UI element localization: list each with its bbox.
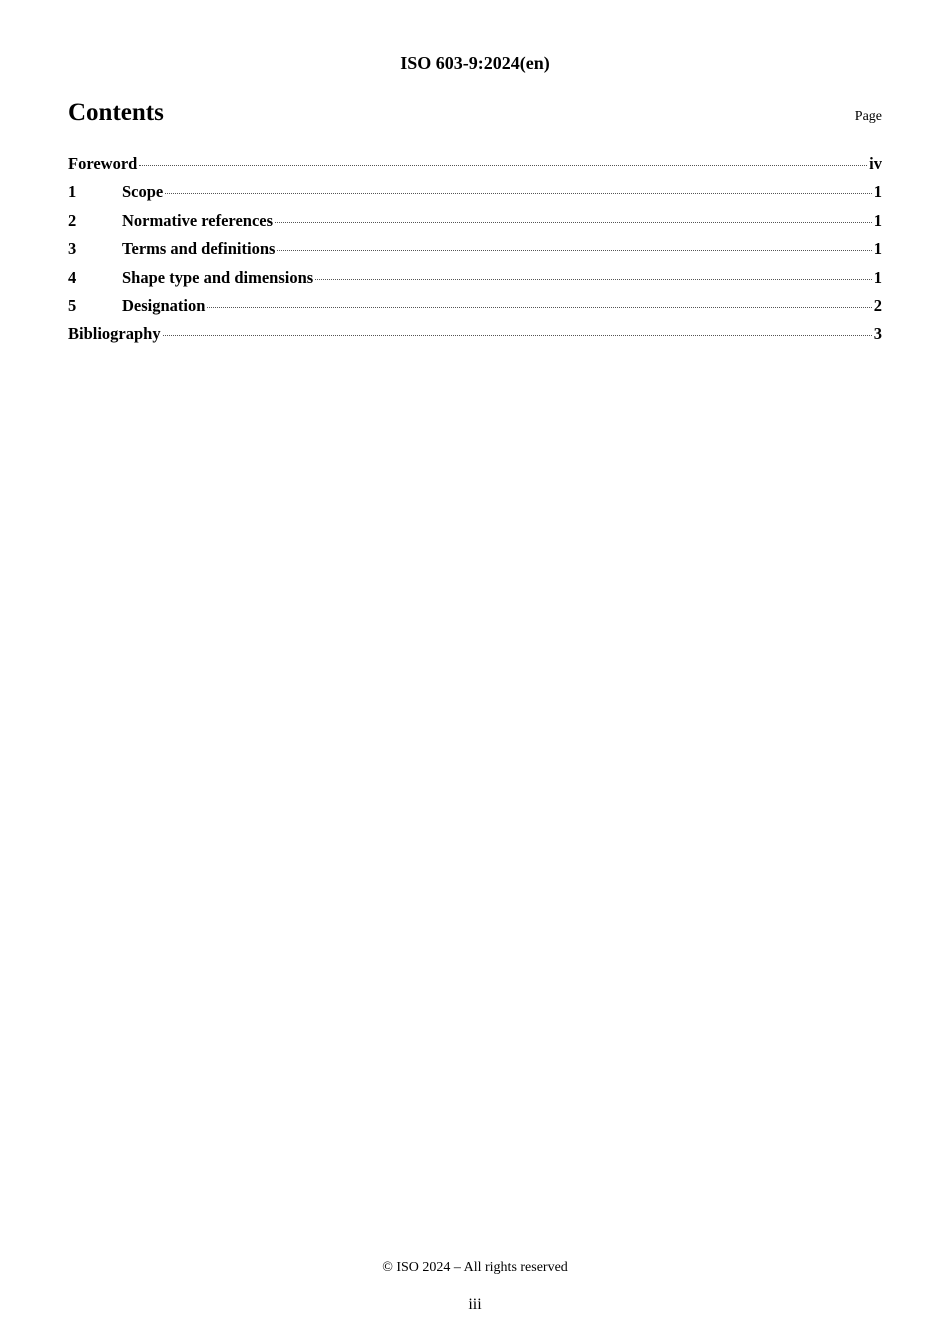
toc-entry-page: 3 — [873, 324, 882, 344]
toc-entry-page: 1 — [873, 239, 882, 259]
toc-entry-shape-type-and-dimensions[interactable] — [68, 266, 882, 294]
toc-entry-page: 2 — [873, 295, 882, 315]
toc-entry-title: Bibliography — [68, 324, 161, 344]
dot-leader — [315, 278, 872, 280]
toc-entry-title: Normative references — [122, 210, 274, 230]
toc-entry-terms-and-definitions[interactable] — [68, 237, 882, 265]
toc-entry-number: 3 — [68, 239, 77, 259]
toc-entry-foreword[interactable] — [68, 152, 882, 180]
toc-entry-number: 1 — [68, 182, 77, 202]
toc-entry-title: Terms and definitions — [122, 239, 276, 259]
table-of-contents — [68, 152, 882, 351]
toc-entry-title: Scope — [122, 182, 164, 202]
toc-entry-page: 1 — [873, 267, 882, 287]
toc-entry-number: 2 — [68, 210, 77, 230]
dot-leader — [163, 334, 872, 336]
page-number: iii — [468, 1296, 482, 1313]
toc-entry-title: Shape type and dimensions — [122, 267, 314, 287]
toc-entry-bibliography[interactable] — [68, 322, 882, 350]
dot-leader — [277, 249, 871, 251]
dot-leader — [207, 306, 871, 308]
document-id-header: ISO 603-9:2024(en) — [400, 53, 550, 73]
toc-entry-number: 5 — [68, 295, 77, 315]
toc-entry-page: 1 — [873, 210, 882, 230]
copyright-notice: © ISO 2024 – All rights reserved — [382, 1260, 568, 1275]
dot-leader — [139, 164, 867, 166]
contents-title: Contents — [68, 99, 164, 126]
dot-leader — [275, 221, 872, 223]
toc-entry-page: 1 — [873, 182, 882, 202]
toc-entry-number: 4 — [68, 267, 77, 287]
toc-entry-title: Designation — [122, 295, 206, 315]
toc-entry-normative-references[interactable] — [68, 209, 882, 237]
dot-leader — [165, 192, 872, 194]
toc-entry-page: iv — [869, 154, 882, 173]
page-column-label: Page — [854, 109, 882, 124]
toc-entry-title: Foreword — [68, 154, 138, 173]
toc-entry-scope[interactable] — [68, 180, 882, 208]
toc-entry-designation[interactable] — [68, 294, 882, 322]
